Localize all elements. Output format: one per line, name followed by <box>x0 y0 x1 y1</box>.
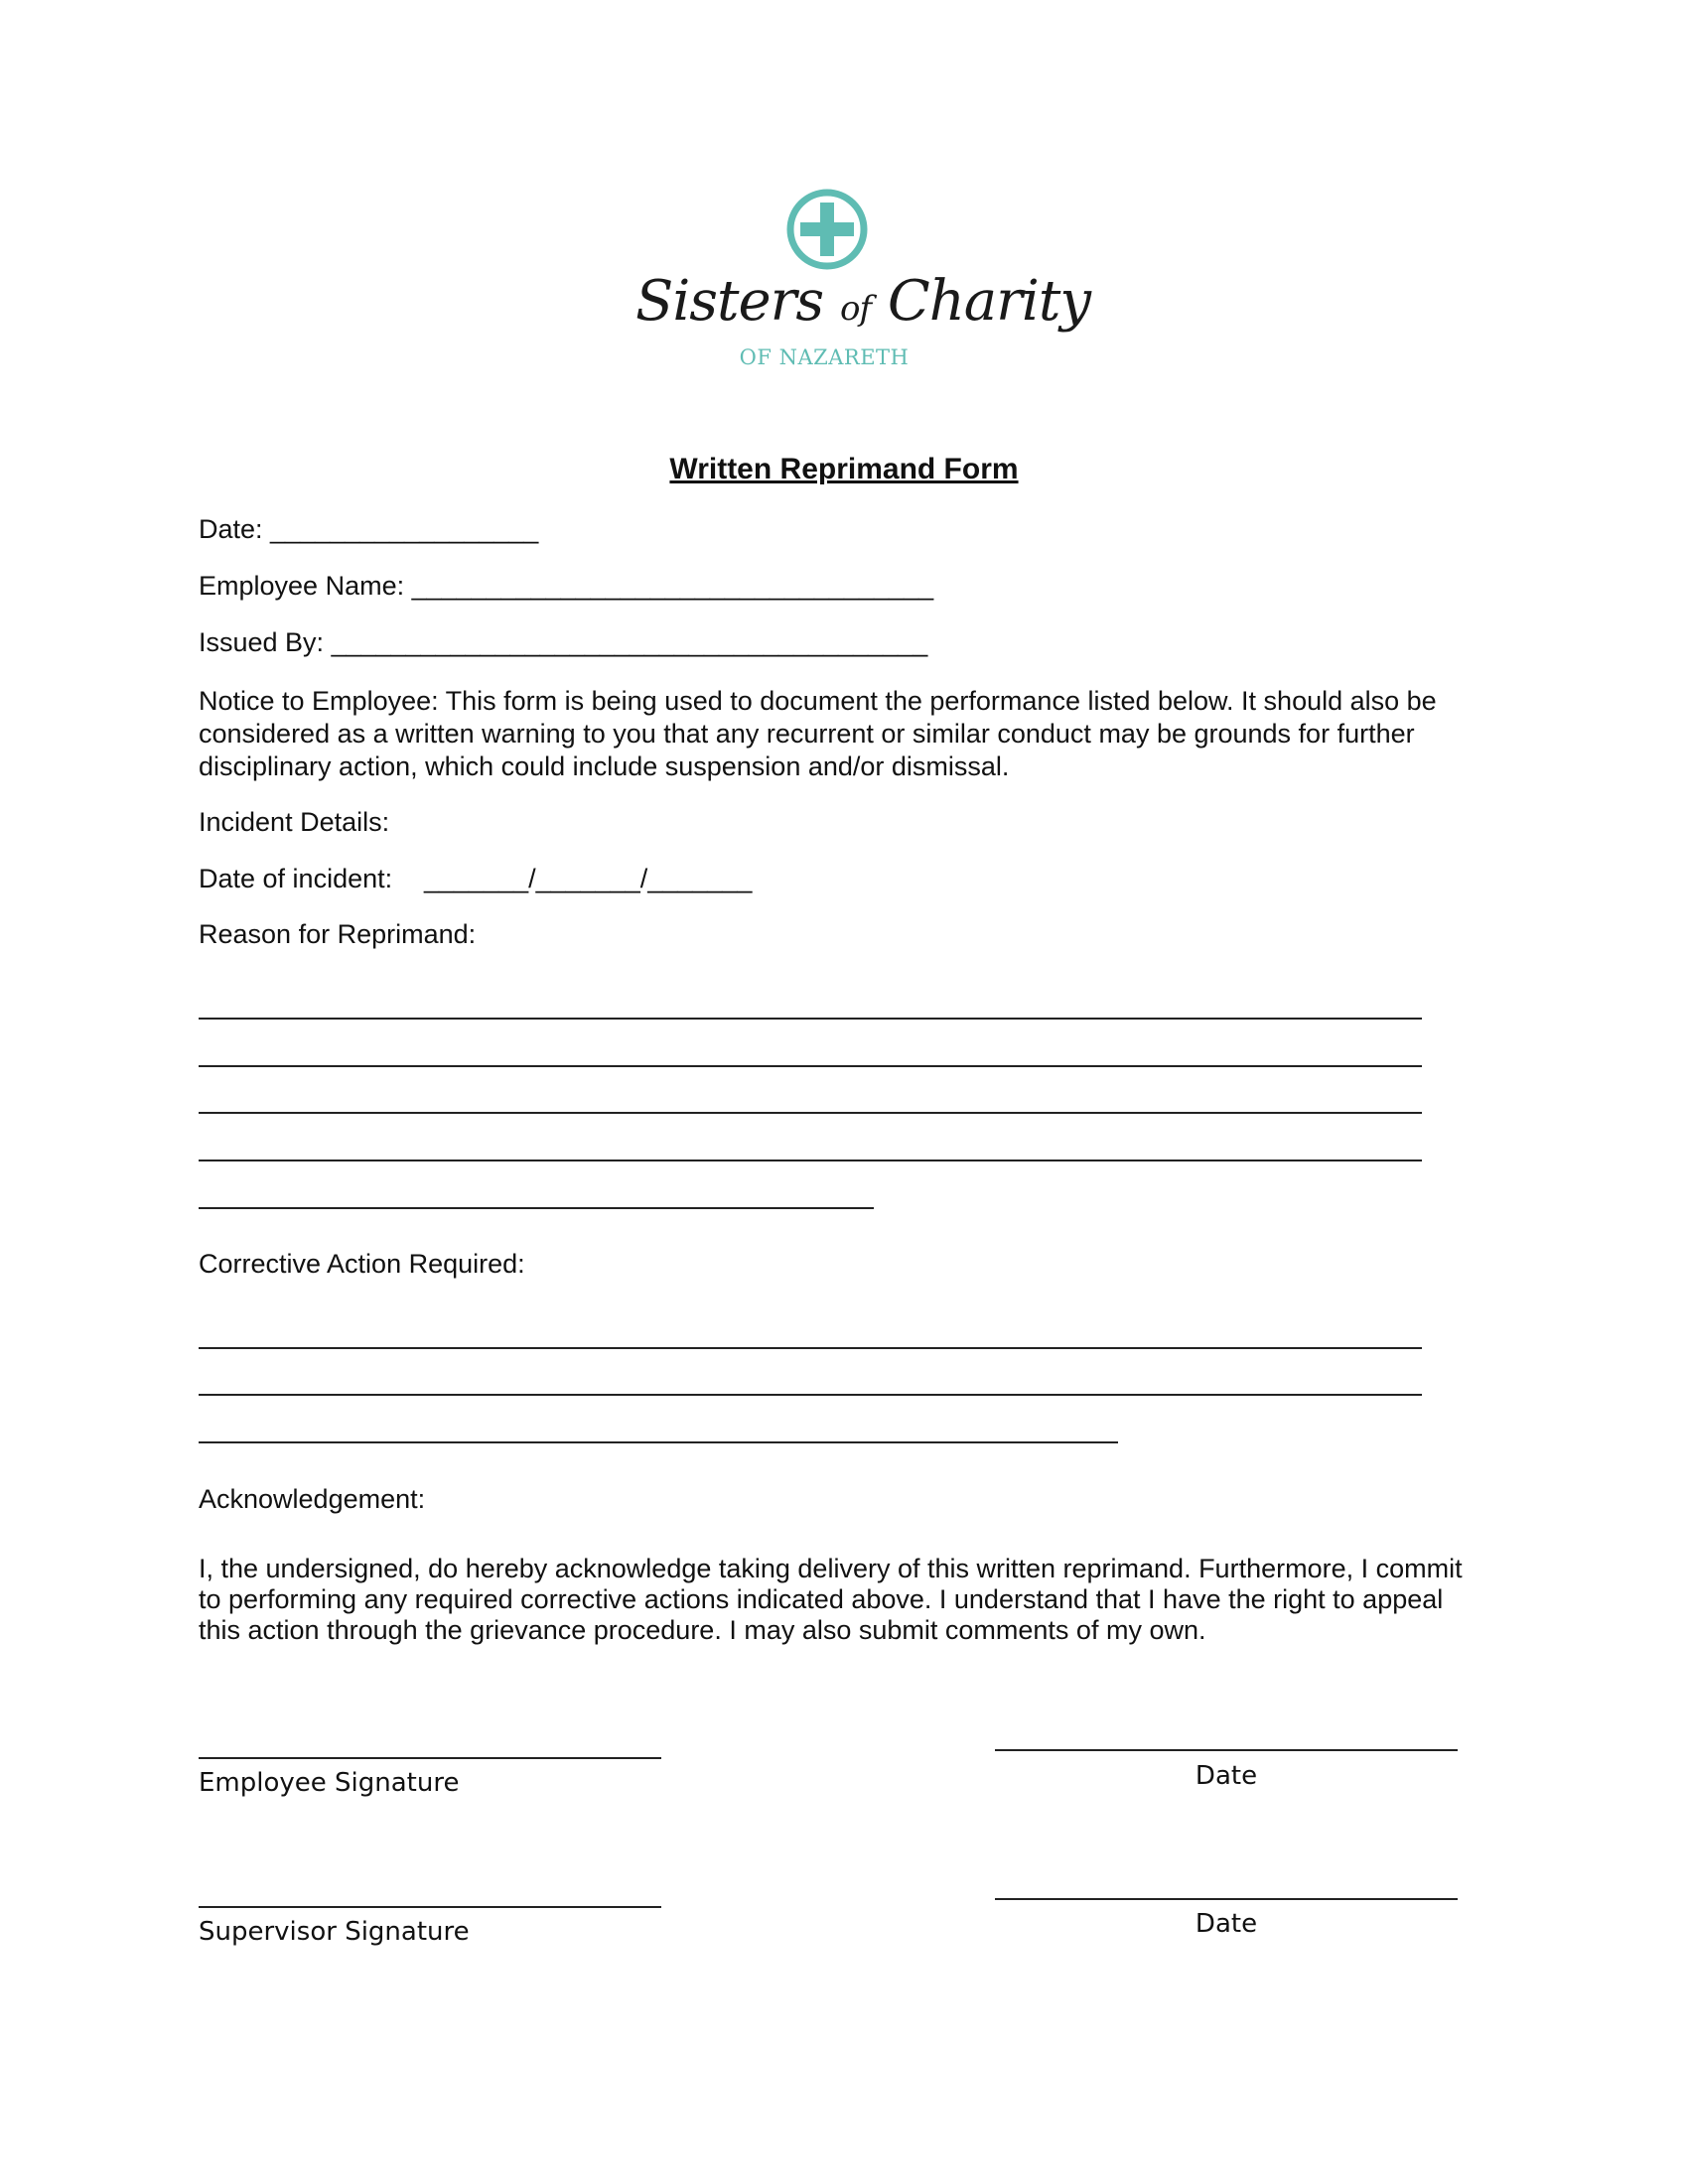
date-of-incident-label: Date of incident: <box>199 864 393 893</box>
supervisor-date-line[interactable] <box>995 1898 1458 1900</box>
incident-details-heading: Incident Details: <box>199 807 390 837</box>
logo-word-sisters: Sisters <box>635 269 824 334</box>
date-of-incident-field[interactable]: _______/_______/_______ <box>424 864 753 893</box>
employee-date-label: Date <box>1195 1761 1258 1791</box>
reason-line-4[interactable] <box>199 1160 1422 1161</box>
form-title: Written Reprimand Form <box>669 453 1019 485</box>
issued-by-field[interactable]: Issued By: ________________________________________ <box>199 627 928 657</box>
logo-subtitle: OF NAZARETH <box>739 345 910 369</box>
corrective-line-2[interactable] <box>199 1394 1422 1396</box>
reason-line-1[interactable] <box>199 1018 1422 1020</box>
acknowledgement-paragraph: I, the undersigned, do hereby acknowledge taking delivery of this written reprimand. Furthermore, I commit to performing any required corrective actions indicated above. I understand that I have the right to appeal this action through the grievance procedure. I may also submit comments of my own. <box>199 1554 1463 1645</box>
employee-date-line[interactable] <box>995 1749 1458 1751</box>
employee-signature-label: Employee Signature <box>199 1768 460 1798</box>
reason-line-5[interactable] <box>199 1207 874 1209</box>
reason-line-2[interactable] <box>199 1065 1422 1067</box>
employee-name-field[interactable]: Employee Name: ___________________________________ <box>199 571 934 601</box>
corrective-line-1[interactable] <box>199 1347 1422 1349</box>
employee-signature-line[interactable] <box>199 1757 661 1759</box>
logo-wordmark <box>635 269 1090 334</box>
corrective-line-3[interactable] <box>199 1441 1118 1443</box>
notice-paragraph: Notice to Employee: This form is being used to document the performance listed below. It should also be considered as a written warning to you that any recurrent or similar conduct may be grounds for further disciplinary action, which could include suspension and/or dismissal. <box>199 686 1437 781</box>
acknowledgement-heading: Acknowledgement: <box>199 1484 426 1514</box>
logo-word-charity: Charity <box>887 269 1090 334</box>
logo-word-of: of <box>839 289 872 329</box>
date-field[interactable]: Date: __________________ <box>199 514 539 544</box>
reason-line-3[interactable] <box>199 1112 1422 1114</box>
reason-heading: Reason for Reprimand: <box>199 919 477 949</box>
cross-circle-icon <box>786 189 868 270</box>
organization-logo <box>635 189 1090 377</box>
supervisor-signature-label: Supervisor Signature <box>199 1917 470 1947</box>
supervisor-date-label: Date <box>1195 1909 1258 1939</box>
corrective-action-heading: Corrective Action Required: <box>199 1249 525 1279</box>
supervisor-signature-line[interactable] <box>199 1906 661 1908</box>
